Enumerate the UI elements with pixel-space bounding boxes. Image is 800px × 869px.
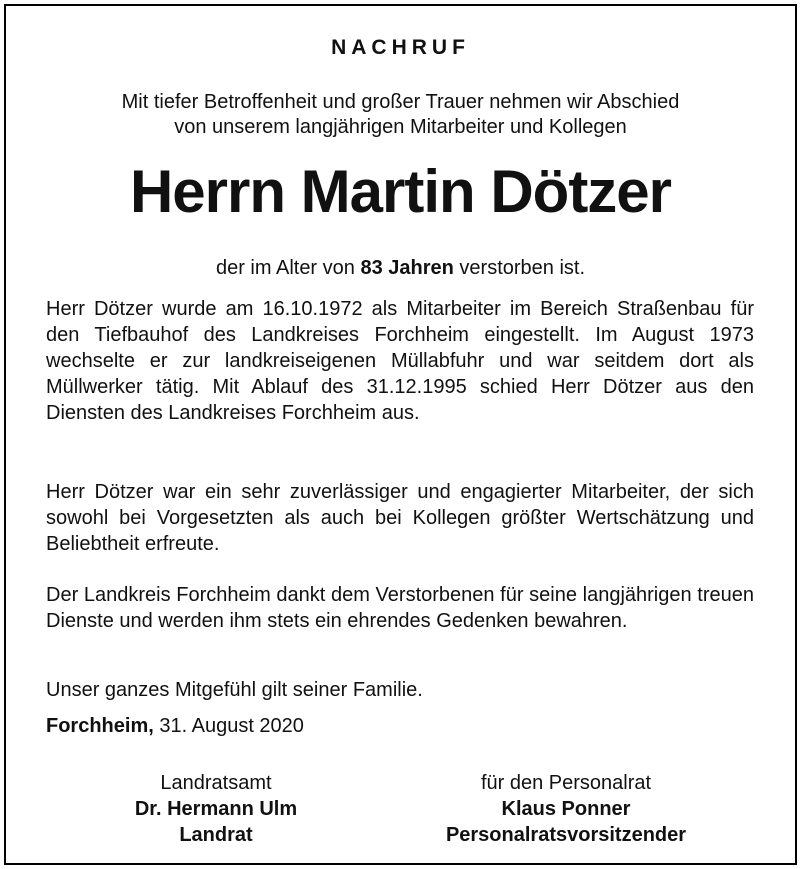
date: 31. August 2020 bbox=[153, 715, 304, 737]
signature-right-office: für den Personalrat bbox=[480, 772, 652, 794]
obituary-notice bbox=[4, 4, 797, 865]
signature-right-title: Personalratsvorsitzender bbox=[445, 824, 687, 846]
appreciation-paragraph: Herr Dötzer war ein sehr zuverlässiger und engagierter Mitarbeiter, der sich sowohl bei Vorgesetzten als auch bei Kollegen größter Wertschätzung und Beliebtheit erfreute. bbox=[46, 481, 754, 555]
intro-line-2: von unserem langjährigen Mitarbeiter und Kollegen bbox=[174, 116, 627, 138]
signature-right-name: Klaus Ponner bbox=[501, 798, 631, 820]
age-value: 83 Jahren bbox=[360, 257, 454, 279]
intro-line-1: Mit tiefer Betroffenheit und großer Trauer nehmen wir Abschied bbox=[121, 91, 680, 113]
thanks-paragraph: Der Landkreis Forchheim dankt dem Verstorbenen für seine langjährigen treuen Dienste und werden ihm stets ein ehrendes Gedenken bewahren. bbox=[46, 584, 754, 632]
age-prefix: der im Alter von bbox=[215, 257, 361, 279]
age-line bbox=[6, 256, 795, 281]
place: Forchheim, bbox=[46, 715, 154, 737]
signature-left-name: Dr. Hermann Ulm bbox=[134, 798, 298, 820]
notice-heading: NACHRUF bbox=[331, 36, 470, 59]
signature-left-office: Landratsamt bbox=[160, 772, 272, 794]
deceased-name: Herrn Martin Dötzer bbox=[129, 158, 672, 225]
signature-right bbox=[401, 770, 731, 848]
age-suffix: verstorben ist. bbox=[453, 257, 586, 279]
condolence-paragraph: Unser ganzes Mitgefühl gilt seiner Familie. bbox=[46, 679, 423, 701]
intro-text bbox=[6, 90, 795, 140]
signature-left-title: Landrat bbox=[179, 824, 253, 846]
place-date-line bbox=[46, 713, 304, 739]
career-paragraph: Herr Dötzer wurde am 16.10.1972 als Mitarbeiter im Bereich Straßenbau für den Tiefbauhof des Landkreises Forchheim eingestellt. Im August 1973 wechselte er zur landkreiseigenen Müllabfuhr und war seitdem dort als Müllwerker tätig. Mit Ablauf des 31.12.1995 schied Herr Dötzer aus den Diensten des Landkreises Forchheim aus. bbox=[46, 298, 754, 424]
signature-left bbox=[101, 770, 331, 848]
